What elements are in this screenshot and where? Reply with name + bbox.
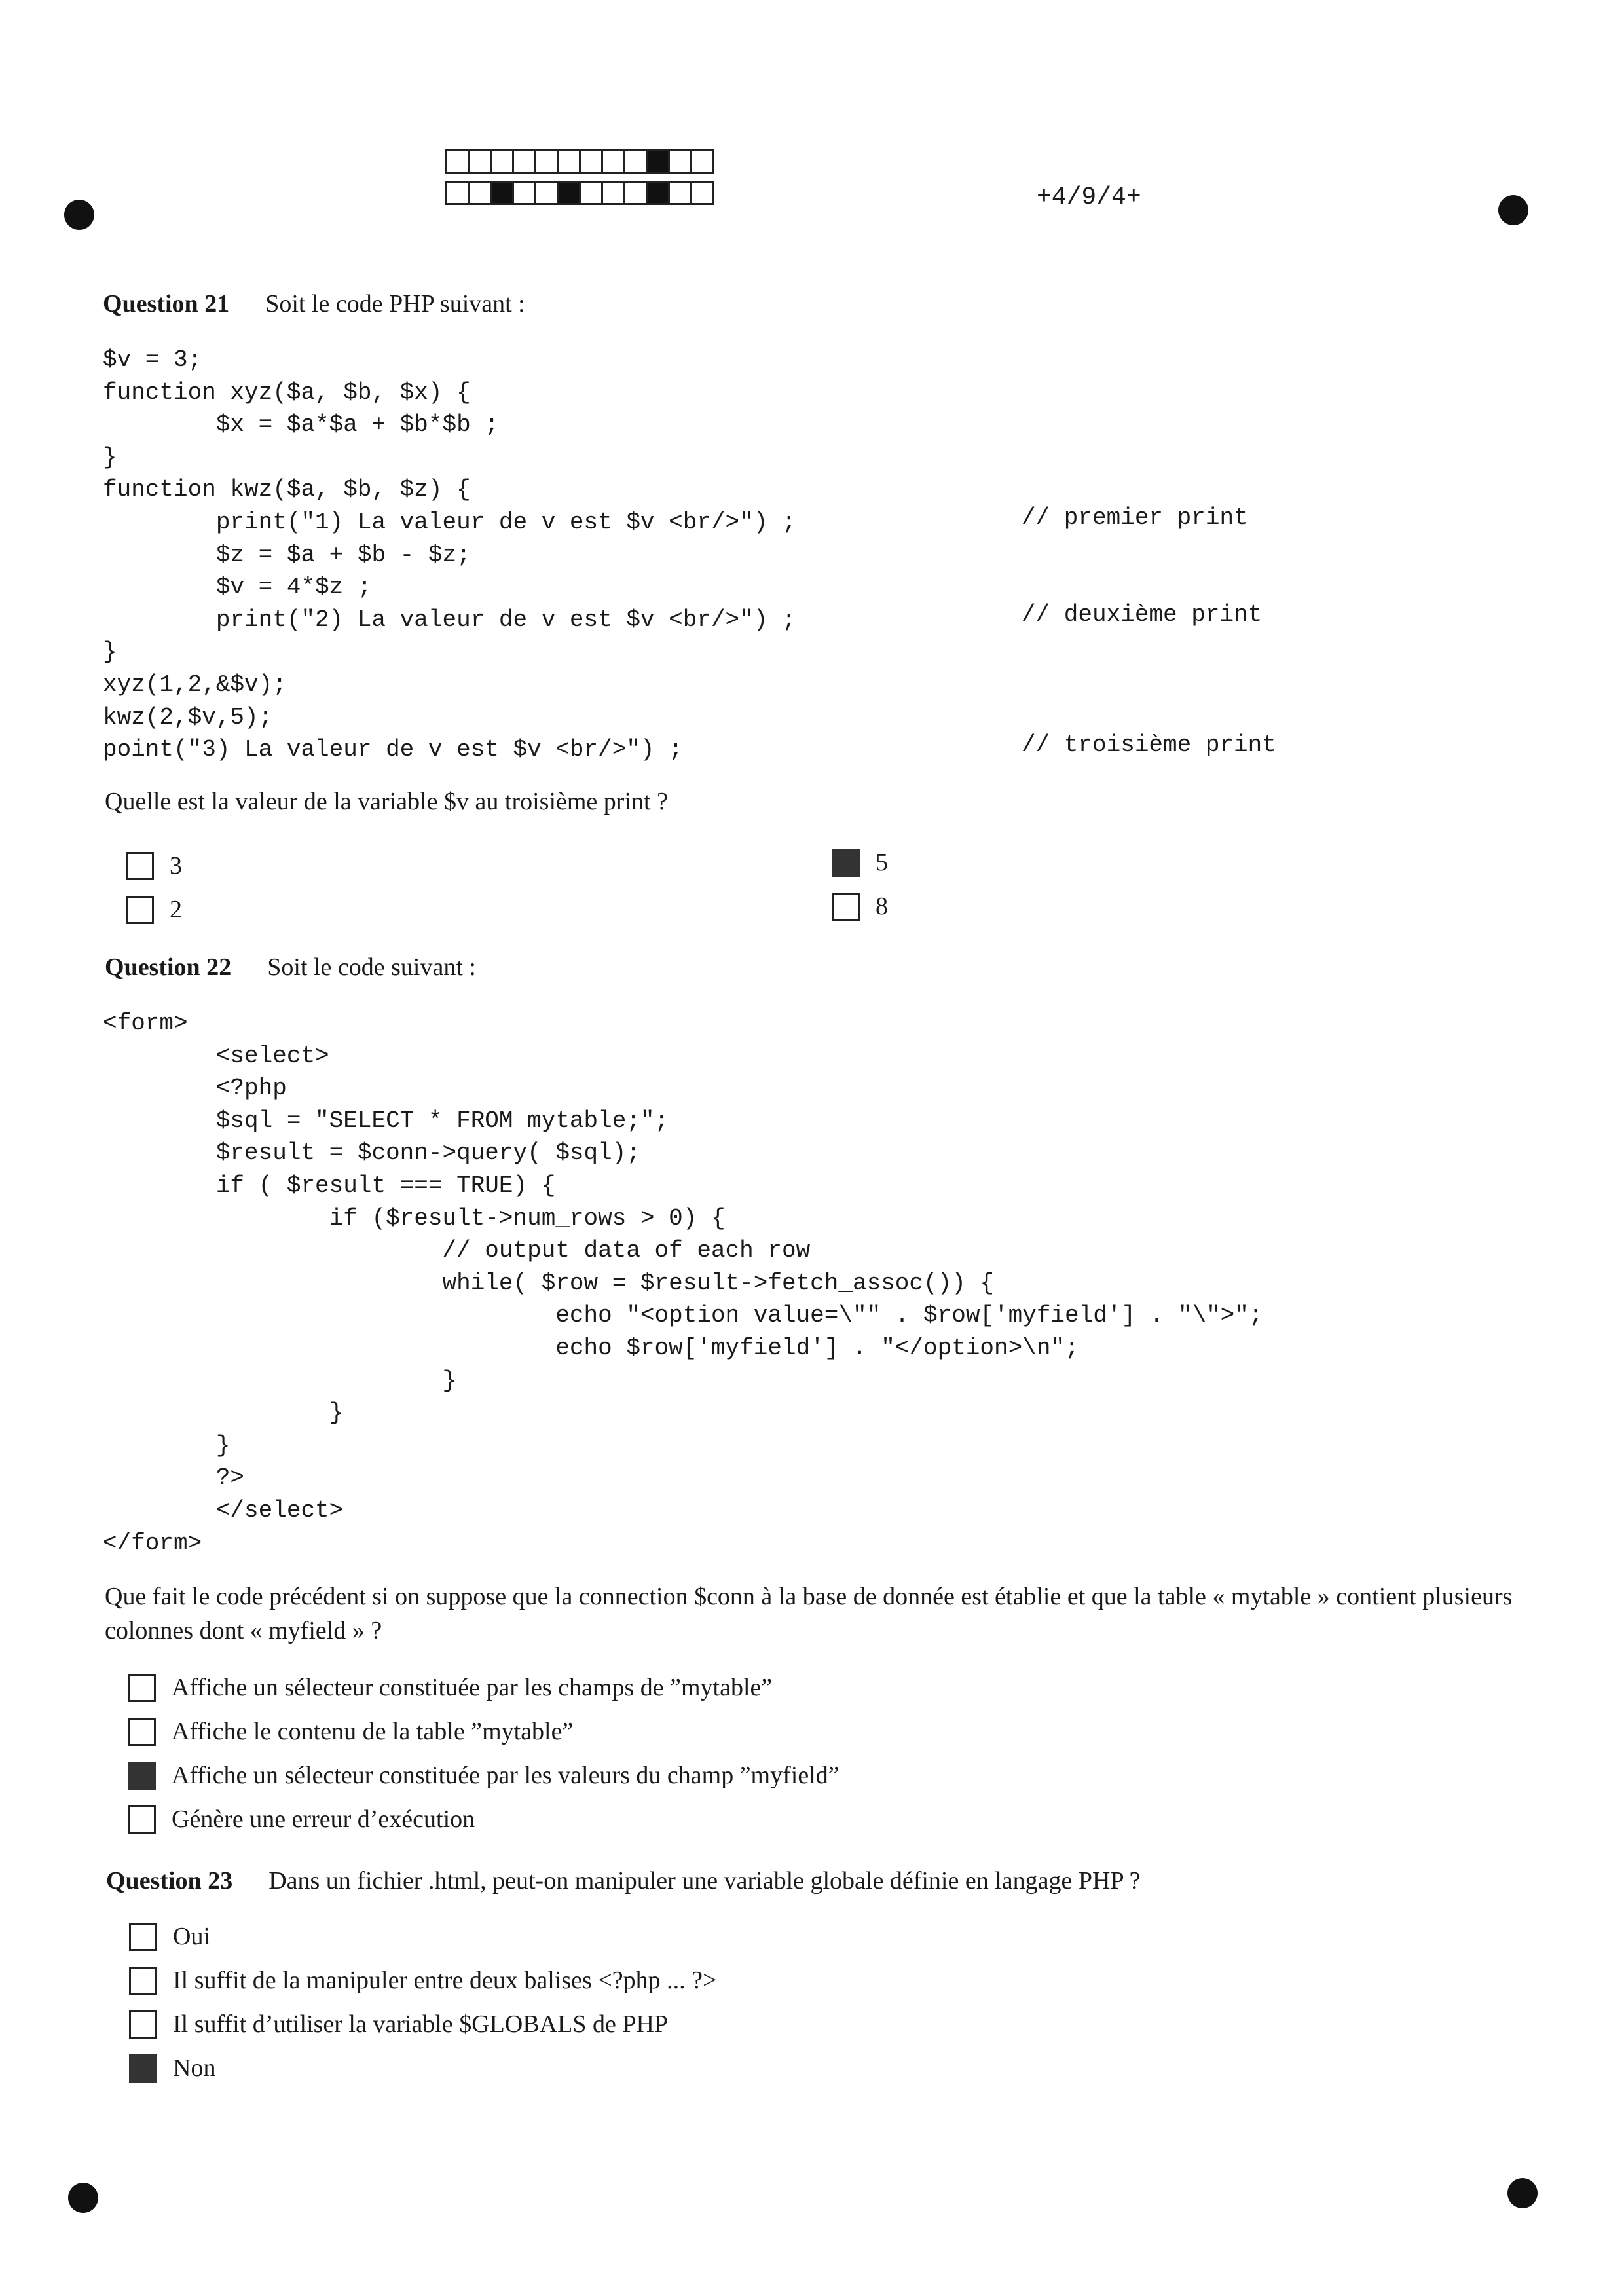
checkbox[interactable]: [129, 1923, 157, 1951]
id-grid-cell: [579, 181, 603, 205]
code-line: print("2) La valeur de v est $v <br/>") ;: [103, 606, 796, 633]
question-number: Question 23: [106, 1867, 233, 1895]
code-line: print("1) La valeur de v est $v <br/>") ;: [103, 508, 796, 536]
question-text: Dans un fichier .html, peut-on manipuler une variable globale définie en langage PHP ?: [268, 1867, 1141, 1895]
checkbox[interactable]: [126, 896, 154, 924]
code-line: ?>: [103, 1464, 245, 1492]
id-grid-cell: [668, 181, 692, 205]
code-line: point("3) La valeur de v est $v <br/>") ;: [103, 736, 683, 764]
q21-option-3[interactable]: 5: [832, 848, 888, 877]
registration-mark-bottom-left: [68, 2183, 98, 2213]
code-line: }: [103, 1399, 344, 1427]
code-line: echo "<option value=\"" . $row['myfield'] . "\">";: [103, 1302, 1263, 1329]
id-grid-cell: [534, 181, 559, 205]
code-line: <?php: [103, 1075, 287, 1102]
code-line: }: [103, 639, 117, 666]
id-grid-cell: [445, 149, 470, 174]
question-22-heading: [105, 953, 476, 982]
id-grid-row-1: [445, 149, 712, 174]
code-line: kwz(2,$v,5);: [103, 703, 273, 731]
id-grid-cell: [601, 149, 625, 174]
checkbox[interactable]: [128, 1805, 156, 1834]
code-line: }: [103, 1367, 457, 1394]
id-grid-cell: [468, 149, 492, 174]
id-grid-cell: [468, 181, 492, 205]
q22-option-2[interactable]: Affiche le contenu de la table ”mytable”: [128, 1717, 573, 1746]
id-grid-cell: [579, 149, 603, 174]
id-grid-cell: [690, 149, 714, 174]
code-line: $result = $conn->query( $sql);: [103, 1139, 640, 1167]
id-grid-cell: [490, 149, 514, 174]
checkbox[interactable]: [126, 852, 154, 880]
checkbox[interactable]: [129, 2054, 157, 2083]
code-line: }: [103, 1432, 231, 1459]
code-line: $sql = "SELECT * FROM mytable;";: [103, 1107, 669, 1134]
code-line: if ($result->num_rows > 0) {: [103, 1204, 726, 1232]
q21-code-block: [103, 344, 796, 766]
code-line: if ( $result === TRUE) {: [103, 1172, 556, 1199]
code-line: $v = 3;: [103, 346, 202, 373]
question-23-heading: [106, 1866, 1141, 1895]
id-grid-cell: [512, 149, 536, 174]
registration-mark-top-left: [64, 200, 94, 230]
code-line: }: [103, 443, 117, 471]
id-grid-cell: [557, 149, 581, 174]
checkbox[interactable]: [129, 2010, 157, 2039]
q22-option-3[interactable]: Affiche un sélecteur constituée par les valeurs du champ ”myfield”: [128, 1761, 840, 1790]
id-grid-cell: [646, 149, 670, 174]
code-line: $x = $a*$a + $b*$b ;: [103, 411, 499, 439]
id-grid-cell: [445, 181, 470, 205]
code-line: function kwz($a, $b, $z) {: [103, 476, 471, 504]
q21-option-2[interactable]: 2: [126, 895, 182, 924]
checkbox[interactable]: [128, 1718, 156, 1746]
id-grid-cell: [690, 181, 714, 205]
id-grid-cell: [557, 181, 581, 205]
q23-option-3[interactable]: Il suffit d’utiliser la variable $GLOBALS de PHP: [129, 2010, 668, 2039]
code-line: xyz(1,2,&$v);: [103, 671, 287, 698]
q21-option-1[interactable]: 3: [126, 851, 182, 880]
q23-option-4[interactable]: Non: [129, 2054, 215, 2083]
registration-mark-bottom-right: [1507, 2178, 1538, 2208]
id-grid-cell: [646, 181, 670, 205]
question-21-heading: [103, 289, 525, 318]
q22-code-block: [103, 1007, 1263, 1559]
question-number: Question 22: [105, 954, 232, 981]
id-grid-cell: [534, 149, 559, 174]
id-grid-cell: [601, 181, 625, 205]
question-text: Soit le code suivant :: [267, 954, 476, 981]
comment-first-print: // premier print: [1022, 504, 1248, 531]
checkbox[interactable]: [832, 849, 860, 877]
question-number: Question 21: [103, 290, 230, 318]
code-line: // output data of each row: [103, 1237, 811, 1265]
q22-option-4[interactable]: Génère une erreur d’exécution: [128, 1805, 475, 1834]
q22-option-1[interactable]: Affiche un sélecteur constituée par les champs de ”mytable”: [128, 1673, 772, 1702]
code-line: $v = 4*$z ;: [103, 574, 372, 601]
code-line: while( $row = $result->fetch_assoc()) {: [103, 1269, 995, 1297]
page-code: +4/9/4+: [1037, 183, 1141, 212]
code-line: </select>: [103, 1496, 344, 1524]
id-grid-cell: [668, 149, 692, 174]
code-line: echo $row['myfield'] . "</option>\n";: [103, 1334, 1079, 1361]
checkbox[interactable]: [129, 1967, 157, 1995]
checkbox[interactable]: [832, 893, 860, 921]
id-grid-cell: [512, 181, 536, 205]
q23-option-1[interactable]: Oui: [129, 1922, 210, 1951]
code-line: </form>: [103, 1529, 202, 1557]
q23-option-2[interactable]: Il suffit de la manipuler entre deux balises <?php ... ?>: [129, 1966, 716, 1995]
q21-prompt: Quelle est la valeur de la variable $v au troisième print ?: [105, 788, 668, 815]
q21-option-4[interactable]: 8: [832, 892, 888, 921]
code-line: <select>: [103, 1042, 329, 1069]
registration-mark-top-right: [1498, 195, 1528, 225]
checkbox[interactable]: [128, 1674, 156, 1702]
code-line: $z = $a + $b - $z;: [103, 541, 471, 568]
q22-prompt: Que fait le code précédent si on suppose que la connection $conn à la base de donnée est établie et que la table « mytable » contient plusieurs colonnes dont « myfield » ?: [105, 1583, 1513, 1644]
code-line: function xyz($a, $b, $x) {: [103, 379, 471, 406]
id-grid-cell: [623, 149, 648, 174]
question-text: Soit le code PHP suivant :: [265, 290, 525, 318]
code-line: <form>: [103, 1010, 188, 1037]
comment-second-print: // deuxième print: [1022, 601, 1263, 628]
id-grid-cell: [490, 181, 514, 205]
comment-third-print: // troisième print: [1022, 731, 1276, 758]
id-grid-row-2: [445, 181, 712, 205]
checkbox[interactable]: [128, 1762, 156, 1790]
id-grid-cell: [623, 181, 648, 205]
